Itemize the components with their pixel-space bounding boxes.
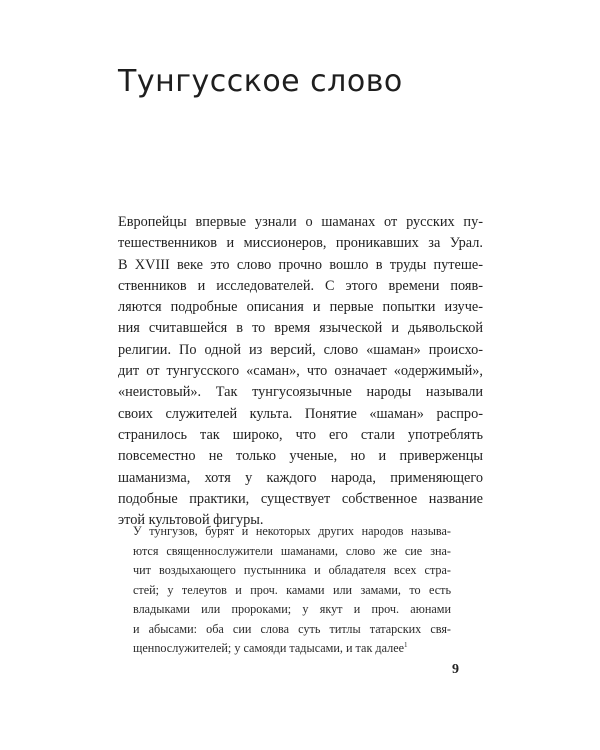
quote-line: и абысами: оба сии слова суть титлы татарских свя- xyxy=(133,621,451,636)
body-line: Европейцы впервые узнали о шаманах от русских пу- xyxy=(118,214,483,230)
footnote-marker[interactable]: 1 xyxy=(404,640,408,649)
quote-line: У тунгузов, бурят и некоторых других народов называ- xyxy=(133,524,451,538)
body-line: подобные практики, существует собственное название xyxy=(118,490,483,507)
body-line: повсеместно не только ученые, но и приверженцы xyxy=(118,448,483,465)
body-line: религии. По одной из версий, слово «шаман» происхо- xyxy=(118,341,483,358)
body-line: дит от тунгусского «саман», что означает «одержимый», xyxy=(118,363,483,380)
body-line: тешественников и миссионеров, проникавших за Урал. xyxy=(118,235,483,252)
body-line: странилось так широко, что его стали употреблять xyxy=(118,426,483,443)
quote-line: чит воздыхающего пустынника и обладателя всех стра- xyxy=(133,563,451,577)
body-paragraph xyxy=(118,212,483,531)
quote-line: стей; у телеутов и проч. камами или замами, то есть xyxy=(133,582,451,597)
chapter-title: Тунгусское слово xyxy=(118,64,403,99)
body-line: своих служителей культа. Понятие «шаман» распро- xyxy=(118,405,483,422)
body-line: ния считавшейся в то время языческой и дьявольской xyxy=(118,320,483,337)
quote-last-line xyxy=(133,639,451,659)
body-line: ственников и исследователей. С этого времени появ- xyxy=(118,277,483,294)
block-quote xyxy=(133,522,451,659)
page-number: 9 xyxy=(452,662,459,677)
body-line: этой культовой фигуры. xyxy=(118,512,264,529)
quote-line-text: щенnослужителей; у самояди тадысами, и так далее xyxy=(133,641,405,655)
body-line: ляются подробные описания и первые попытки изуче- xyxy=(118,299,483,316)
quote-line: ются священнослужители шаманами, слово же сие зна- xyxy=(133,543,451,558)
body-line: шаманизма, хотя у каждого народа, применяющего xyxy=(118,469,483,486)
quote-line: владыками или пророками; у якут и проч. аюнами xyxy=(133,602,451,616)
body-line: «неистовый». Так тунгусоязычные народы называли xyxy=(118,384,483,401)
body-line: В XVIII веке это слово прочно вошло в труды путеше- xyxy=(118,256,483,273)
